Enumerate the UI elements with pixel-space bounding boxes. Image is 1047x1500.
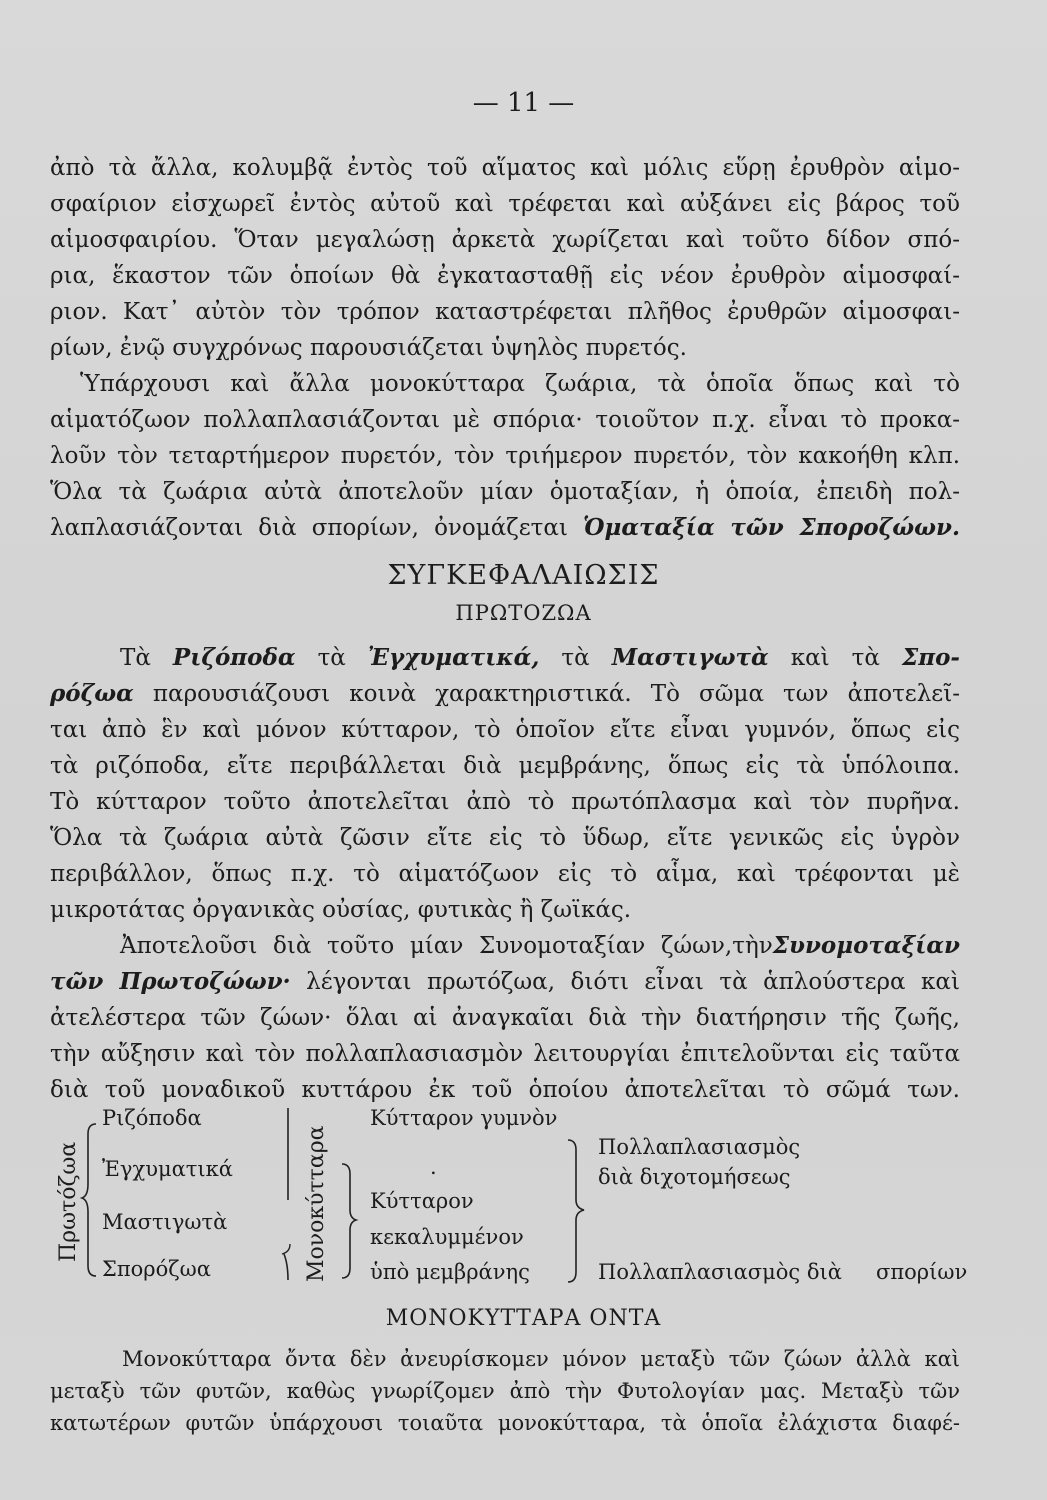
text-span: Ἀποτελοῦσι διὰ τοῦτο μίαν Συνομοταξίαν ζώων,τὴν [120,933,773,959]
text-span: λέγονται πρωτόζωα, διότι εἶναι τὰ ἁπλούστερα καὶ [290,969,960,995]
text-line: ρίων, ἐνῷ συγχρόνως παρουσιάζεται ὑψηλὸς πυρετός. [50,335,687,361]
class-item: Μαστιγωτὰ [102,1210,228,1234]
text-span: Τὰ [120,645,173,671]
text-line: αἱματόζωον πολλαπλασιάζονται μὲ σπόρια· τοιοῦτον π.χ. εἶναι τὸ προκα- [50,407,960,433]
text-line: ται ἀπὸ ἓν καὶ μόνον κύτταρον, τὸ ὁποῖον εἴτε εἶναι γυμνόν, ὅπως εἰς [50,717,960,743]
text-line: αἱμοσφαιρίου. Ὅταν μεγαλώσῃ ἀρκετὰ χωρίζεται καὶ τοῦτο δίδον σπό- [50,227,960,253]
covered-cell-label: ὑπὸ μεμβράνης [370,1260,530,1284]
class-item: Ριζόποδα [102,1106,202,1130]
covered-cell-label: Κύτταρον [370,1189,474,1213]
class-item: Ἐγχυματικά [102,1157,233,1181]
text-line: λοῦν τὸν τεταρτήμερον πυρετόν, τὸν τριήμερον πυρετόν, τὸν κακοήθη κλπ. [50,443,960,469]
text-span: καὶ τὰ [768,645,902,671]
mono-label: Μονοκύτταρα [304,1125,329,1282]
text-line: τὰ ριζόποδα, εἴτε περιβάλλεται διὰ μεμβράνης, ὅπως εἰς τὰ ὑπόλοιπα. [50,753,960,779]
text-line [50,513,960,543]
text-line: κατωτέρων φυτῶν ὑπάρχουσι τοιαῦτα μονοκύτταρα, τὰ ὁποῖα ἐλάχιστα διαφέ- [50,1411,960,1435]
text-line: ρια, ἕκαστον τῶν ὁποίων θὰ ἐγκατασταθῇ εἰς νέον ἐρυθρὸν αἱμοσφαί- [50,263,960,289]
right-brace [566,1136,590,1286]
bold-term: Συνομοταξίαν [772,932,960,959]
text-line: ἀτελέστερα τῶν ζώων· ὅλαι αἱ ἀναγκαῖαι διὰ τὴν διατήρησιν τῆς ζωῆς, [50,1005,960,1031]
page-number: — 11 — [472,88,575,118]
naked-cell-label: Κύτταρον γυμνὸν [370,1106,558,1130]
text-line [120,643,960,673]
spore-mult-label: σπορίων [876,1260,968,1284]
text-line: σφαίριον εἰσχωρεῖ ἐντὸς αὐτοῦ καὶ τρέφεται καὶ αὐξάνει εἰς βάρος τοῦ [50,191,960,217]
diagram-group-label: Πρωτόζωα [56,1141,81,1262]
division-label: διὰ διχοτομήσεως [598,1165,791,1189]
bold-term: ρόζωα [50,680,134,707]
unicellular-heading: ΜΟΝΟΚΥΤΤΑΡΑ ΟΝΤΑ [385,1306,662,1331]
cell-brace [340,1160,362,1282]
text-line: μικροτάτας ὀργανικὰς οὐσίας, φυτικὰς ἢ ζωϊκάς. [50,897,632,923]
text-line: Ὑπάρχουσι καὶ ἄλλα μονοκύτταρα ζωάρια, τὰ ὁποῖα ὅπως καὶ τὸ [80,371,960,397]
text-line: Ὅλα τὰ ζωάρια αὐτὰ ζῶσιν εἴτε εἰς τὸ ὕδωρ, εἴτε γενικῶς εἰς ὑγρὸν [50,825,960,851]
summary-heading: ΣΥΓΚΕΦΑΛΑΙΩΣΙΣ [387,560,660,591]
bold-term: Ριζόποδα [172,644,296,671]
left-brace [80,1120,100,1280]
text-line: τὴν αὔξησιν καὶ τὸν πολλαπλασιασμὸν λειτουργίαι ἐπιτελοῦνται εἰς ταῦτα [50,1041,960,1067]
text-span: τὰ [295,645,368,671]
bold-term: Μαστιγωτὰ [611,644,769,671]
text-span: παρουσιάζουσι κοινὰ χαρακτηριστικά. Τὸ σῶμα των ἀποτελεῖ- [133,681,960,707]
spore-mult-label: Πολλαπλασιασμὸς διὰ [598,1260,842,1284]
text-line: Τὸ κύτταρον τοῦτο ἀποτελεῖται ἀπὸ τὸ πρωτόπλασμα καὶ τὸν πυρῆνα. [50,789,960,815]
diagram-dot: . [430,1155,437,1179]
bold-term: Σπο- [901,644,960,671]
text-span: τὰ [539,645,612,671]
text-line: Ὅλα τὰ ζωάρια αὐτὰ ἀποτελοῦν μίαν ὁμοταξίαν, ἡ ὁποία, ἐπειδὴ πολ- [50,479,960,505]
class-name-bold: Ὁματαξία τῶν Σποροζώων. [582,514,961,541]
text-line: ἀπὸ τὰ ἄλλα, κολυμβᾷ ἐντὸς τοῦ αἵματος καὶ μόλις εὕρῃ ἐρυθρὸν αἱμο- [50,155,960,181]
protozoa-heading: ΠΡΩΤΟΖΩΑ [455,601,592,625]
text-line: ριον. Κατ᾿ αὐτὸν τὸν τρόπον καταστρέφεται πλῆθος ἐρυθρῶν αἱμοσφαι- [50,299,960,325]
text-line [50,679,960,709]
text-line [120,931,960,961]
covered-cell-label: κεκαλυμμένον [370,1225,524,1249]
bold-term: Ἐγχυματικά, [367,644,540,671]
bold-term: τῶν Πρωτοζώων· [50,968,291,995]
division-label: Πολλαπλασιασμὸς [598,1135,801,1159]
text-line: περιβάλλον, ὅπως π.χ. τὸ αἱματόζωον εἰς τὸ αἷμα, καὶ τρέφονται μὲ [50,861,960,887]
text-line: μεταξὺ τῶν φυτῶν, καθὼς γνωρίζομεν ἀπὸ τὴν Φυτολογίαν μας. Μεταξὺ τῶν [50,1379,960,1403]
text-line [50,967,960,997]
text-line: διὰ τοῦ μοναδικοῦ κυττάρου ἐκ τοῦ ὁποίου ἀποτελεῖται τὸ σῶμά των. [50,1077,960,1103]
class-item: Σπορόζωα [102,1257,211,1281]
text-line: Μονοκύτταρα ὄντα δὲν ἀνευρίσκομεν μόνον μεταξὺ τῶν ζώων ἀλλὰ καὶ [122,1347,960,1371]
text-span: λαπλασιάζονται διὰ σπορίων, ὀνομάζεται [50,515,568,541]
